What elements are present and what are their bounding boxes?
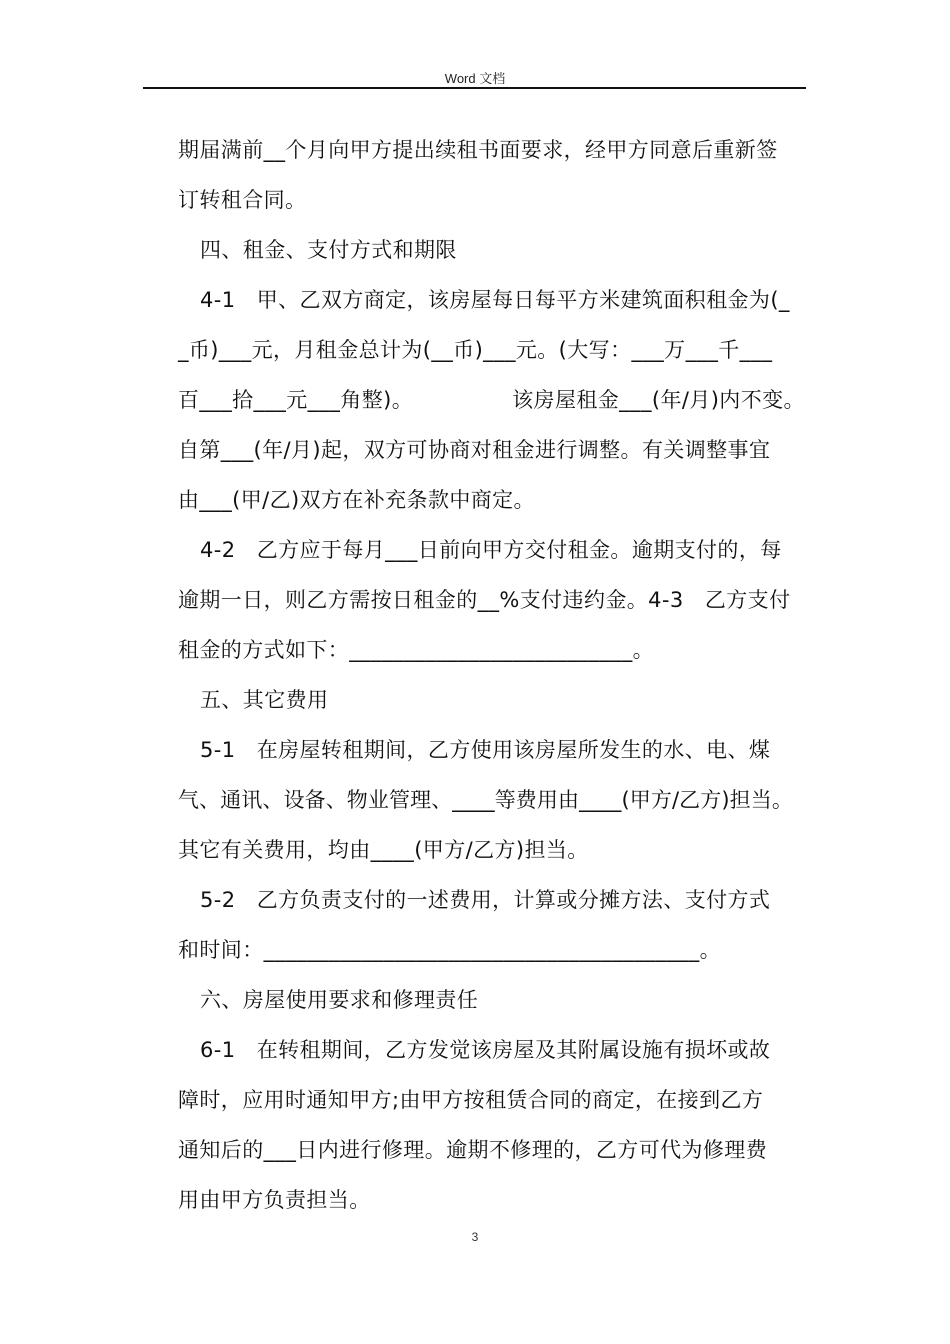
text-line: 4-1 甲、乙双方商定，该房屋每日每平方米建筑面积租金为(_ [200,288,790,312]
header-title: Word 文档 [444,71,506,86]
text-line: 期届满前__个月向甲方提出续租书面要求，经甲方同意后重新签 [178,138,778,162]
text-line: 5-1 在房屋转租期间，乙方使用该房屋所发生的水、电、煤 [200,738,771,762]
text-line: 5-2 乙方负责支付的一述费用，计算或分摊方法、支付方式 [200,888,771,912]
text-line: 自第___(年/月)起，双方可协商对租金进行调整。有关调整事宜 [178,438,771,462]
text-line: 通知后的___日内进行修理。逾期不修理的，乙方可代为修理费 [178,1138,768,1162]
section-heading: 六、房屋使用要求和修理责任 [200,988,479,1012]
header-divider [143,87,806,89]
text-line: _币)___元，月租金总计为(__币)___元。(大写：___万___千___ [178,338,773,362]
text-line: 逾期一日，则乙方需按日租金的__%支付违约金。4-3 乙方支付 [178,588,791,612]
page-number: 3 [471,1230,479,1244]
section-heading: 五、其它费用 [200,688,329,712]
text-line: 障时，应用时通知甲方;由甲方按租赁合同的商定，在接到乙方 [178,1088,764,1112]
text-line: 由___(甲/乙)双方在补充条款中商定。 [178,488,535,512]
text-line: 百___拾___元___角整)。 该房屋租金___(年/月)内不变。 [178,388,805,412]
text-line: 租金的方式如下：__________________________。 [178,638,654,662]
text-line: 6-1 在转租期间，乙方发觉该房屋及其附属设施有损坏或故 [200,1038,771,1062]
section-heading: 四、租金、支付方式和期限 [200,238,457,262]
text-line: 气、通讯、设备、物业管理、____等费用由____(甲方/乙方)担当。 [178,788,793,812]
text-line: 用由甲方负责担当。 [178,1188,371,1212]
text-line: 和时间：________________________________________。 [178,938,721,962]
text-line: 订转租合同。 [178,188,307,212]
text-line: 4-2 乙方应于每月___日前向甲方交付租金。逾期支付的，每 [200,538,782,562]
text-line: 其它有关费用，均由____(甲方/乙方)担当。 [178,838,589,862]
